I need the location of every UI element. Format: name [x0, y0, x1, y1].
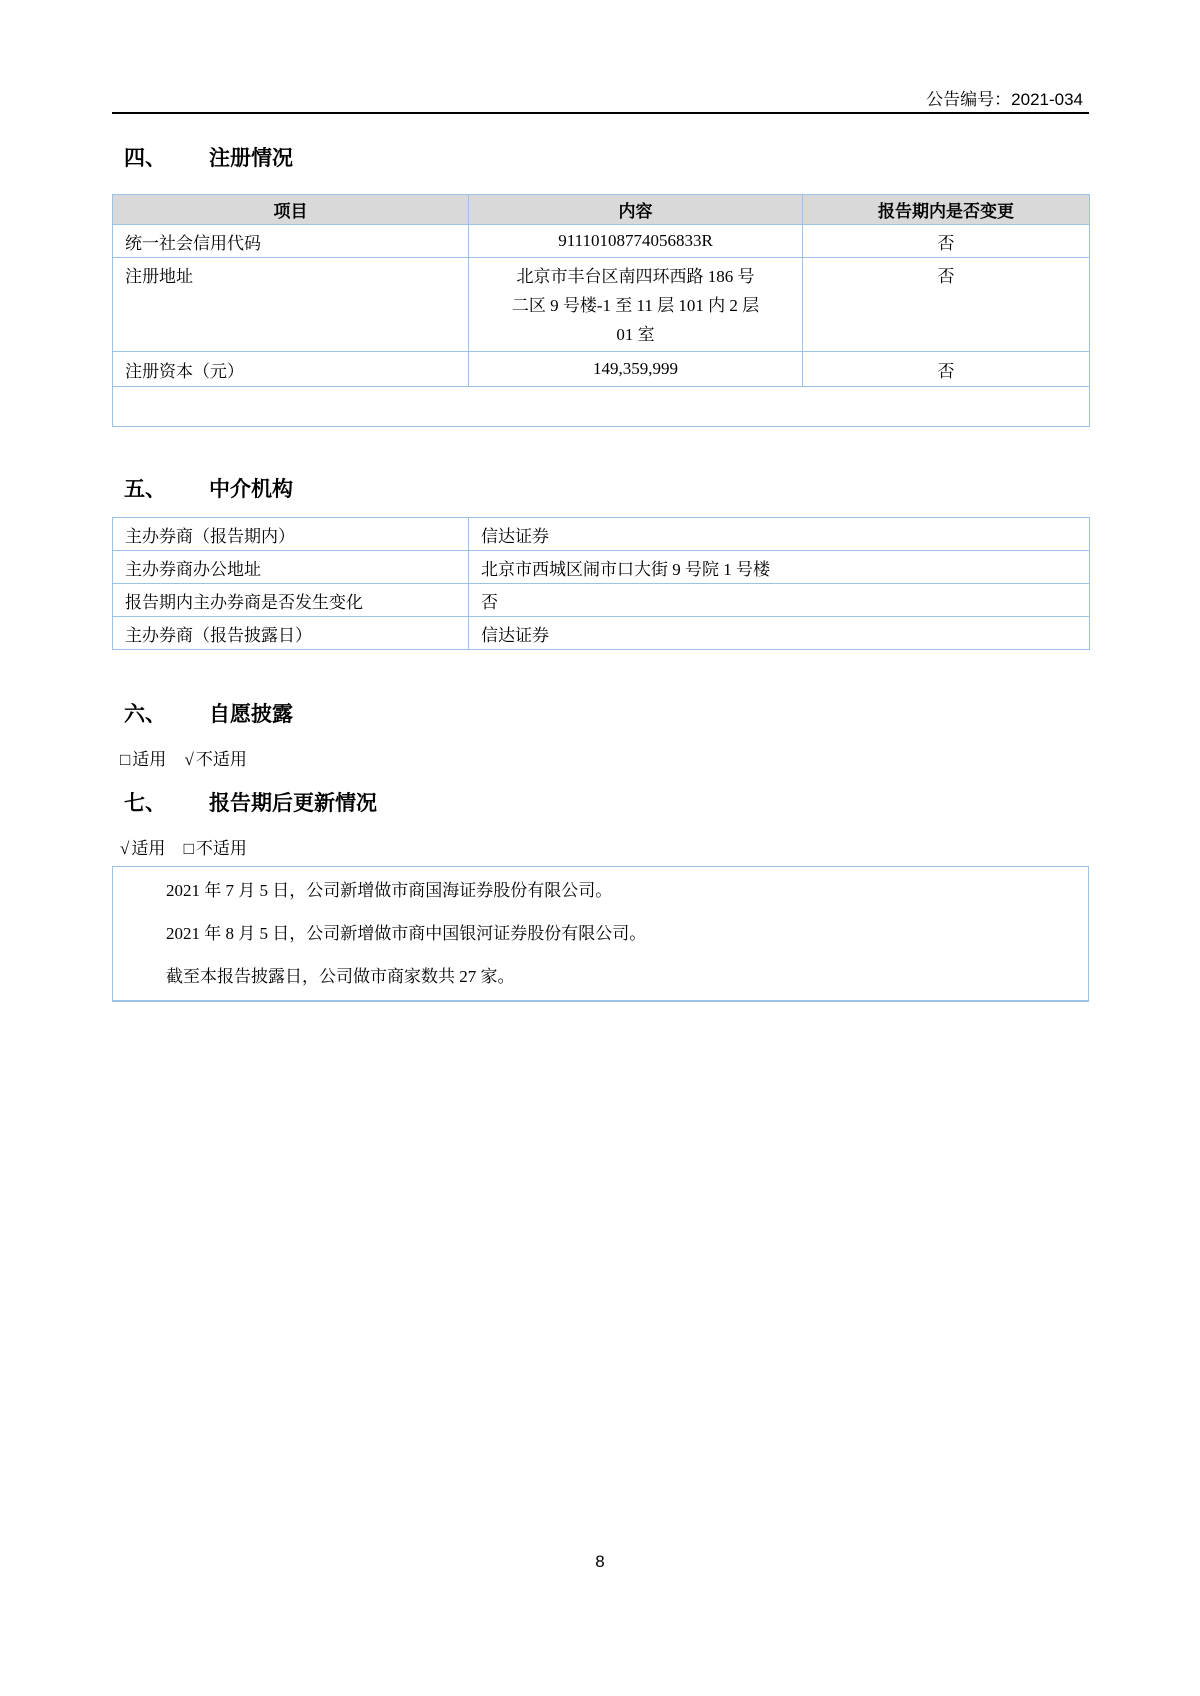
- document-content: [112, 0, 1089, 1002]
- address-line: 北京市丰台区南四环西路 186 号: [516, 267, 755, 286]
- option-not-applicable: [184, 839, 247, 858]
- section-4-heading: [112, 146, 1089, 172]
- row-content: [469, 258, 803, 352]
- update-paragraph: 2021 年 8 月 5 日，公司新增做市商中国银河证券股份有限公司。: [166, 924, 647, 943]
- row-item: 注册地址: [113, 258, 469, 352]
- doc-number: 公告编号：2021-034: [926, 90, 1083, 109]
- row-label: 报告期内主办券商是否发生变化: [113, 584, 469, 617]
- section-7-applicability: [112, 839, 1089, 858]
- option-label: 不适用: [195, 750, 247, 769]
- row-content: 91110108774056833R: [469, 225, 803, 258]
- section-6-number: 六、: [124, 703, 166, 726]
- row-label: 主办券商（报告期内）: [113, 518, 469, 551]
- column-header-item: 项目: [113, 195, 469, 225]
- option-applicable: [120, 750, 166, 769]
- checkbox-unchecked-icon: □: [120, 750, 131, 769]
- section-6-heading: [112, 702, 1089, 728]
- section-7-number: 七、: [124, 792, 166, 815]
- option-label: 不适用: [195, 839, 247, 858]
- table-row-sponsor-address: [113, 551, 1090, 584]
- update-paragraph: 截至本报告披露日，公司做市商家数共 27 家。: [166, 967, 515, 986]
- row-item: 统一社会信用代码: [113, 225, 469, 258]
- row-content: 149,359,999: [469, 352, 803, 387]
- section-4-title: 注册情况: [209, 147, 293, 170]
- option-label: 适用: [132, 750, 167, 769]
- intermediary-table: [112, 517, 1090, 650]
- section-5-title: 中介机构: [209, 478, 293, 501]
- option-label: 适用: [131, 839, 166, 858]
- table-row-sponsor-disclosure: [113, 617, 1090, 650]
- section-4-number: 四、: [124, 147, 166, 170]
- checkbox-unchecked-icon: □: [183, 839, 194, 858]
- table-row-empty: [113, 387, 1090, 427]
- address-line: 01 室: [616, 325, 655, 344]
- row-label: 主办券商办公地址: [113, 551, 469, 584]
- table-row-sponsor-changed: [113, 584, 1090, 617]
- table-row-registered-address: [113, 258, 1090, 352]
- registration-table-header-row: [113, 195, 1090, 225]
- post-period-update-box: [112, 866, 1089, 1002]
- table-row-sponsor-period: [113, 518, 1090, 551]
- table-row-credit-code: [113, 225, 1090, 258]
- row-label: 主办券商（报告披露日）: [113, 617, 469, 650]
- section-6-applicability: [112, 750, 1089, 769]
- row-value: 信达证券: [469, 617, 1090, 650]
- row-value: 信达证券: [469, 518, 1090, 551]
- checkmark-icon: √: [184, 750, 194, 769]
- row-value: 否: [469, 584, 1090, 617]
- table-row-registered-capital: [113, 352, 1090, 387]
- section-5-number: 五、: [124, 478, 166, 501]
- column-header-content: 内容: [469, 195, 803, 225]
- address-line: 二区 9 号楼-1 至 11 层 101 内 2 层: [511, 296, 760, 315]
- row-value: 北京市西城区闹市口大街 9 号院 1 号楼: [469, 551, 1090, 584]
- row-changed: 否: [803, 225, 1090, 258]
- section-7-title: 报告期后更新情况: [209, 792, 377, 815]
- update-paragraph: 2021 年 7 月 5 日，公司新增做市商国海证券股份有限公司。: [166, 881, 613, 900]
- checkmark-icon: √: [120, 839, 130, 858]
- column-header-changed: 报告期内是否变更: [803, 195, 1090, 225]
- row-changed: 否: [803, 352, 1090, 387]
- section-7-heading: [112, 791, 1089, 817]
- registration-table: [112, 194, 1090, 427]
- section-5-heading: [112, 477, 1089, 503]
- option-not-applicable: [185, 750, 247, 769]
- page-number: 8: [595, 1552, 605, 1571]
- section-6-title: 自愿披露: [209, 703, 293, 726]
- row-item: 注册资本（元）: [113, 352, 469, 387]
- option-applicable: [120, 839, 165, 858]
- row-changed: 否: [803, 258, 1090, 352]
- empty-cell: [113, 387, 1090, 427]
- doc-number-header: [112, 90, 1089, 114]
